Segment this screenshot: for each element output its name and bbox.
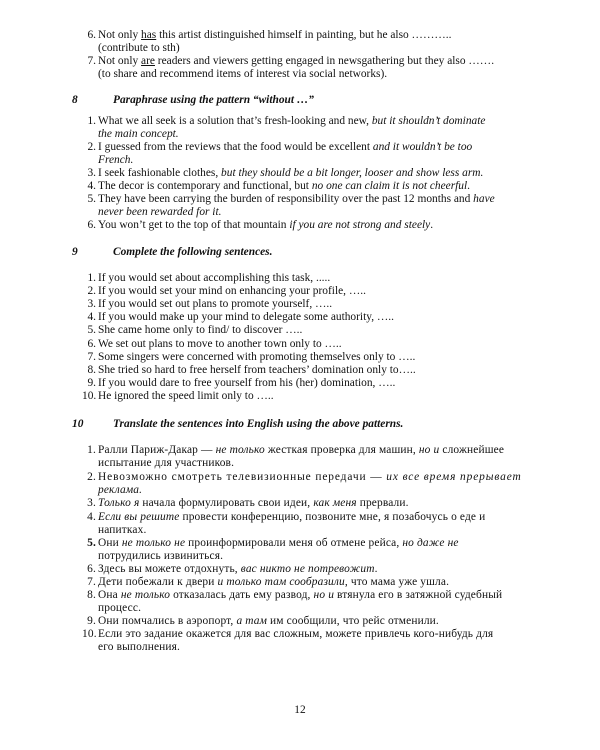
list-item: 10. He ignored the speed limit only to ….. — [82, 390, 274, 402]
list-item: 5. Они не только не проинформировали меня об отмене рейса, но даже не потрудились извиниться. — [87, 537, 459, 563]
list-item: 5. They have been carrying the burden of responsibility over the past 12 months and have never been rewarded for it. — [87, 193, 495, 219]
list-item: 1. Ралли Париж-Дакар — не только жесткая проверка для машин, но и сложнейшее испытание для участников. — [87, 444, 505, 470]
list-item: 1. If you would set about accomplishing this task, ..... — [87, 272, 331, 284]
section-heading — [72, 246, 532, 259]
list-item: 9. If you would dare to free yourself from his (her) domination, ….. — [87, 377, 396, 389]
list-item: 7. Not only are readers and viewers getting engaged in newsgathering but they also ……. (to share and recommend items of interest via social networks). — [98, 55, 528, 81]
list-item: 2. I guessed from the reviews that the food would be excellent and it wouldn’t be too French. — [87, 141, 473, 167]
list-item: 8. She tried so hard to free herself from teachers’ domination only to….. — [87, 364, 416, 376]
item-number: 7. — [87, 55, 96, 67]
list-item: 3. If you would set out plans to promote yourself, ….. — [87, 298, 333, 310]
list-item: 4. The decor is contemporary and functional, but no one can claim it is not cheerful. — [87, 180, 471, 192]
section-number: 10 — [72, 418, 84, 430]
list-item: 3. Только я начала формулировать свои идеи, как меня прервали. — [87, 497, 409, 509]
section-number: 8 — [72, 94, 78, 106]
list-item: 8. Она не только отказалась дать ему развод, но и втянула его в затяжной судебный процесс. — [87, 589, 503, 615]
list-item: 1. What we all seek is a solution that’s fresh-looking and new, but it shouldn’t dominate the main concept. — [87, 115, 486, 141]
list-item: 6. Not only has this artist distinguished himself in painting, but he also ……….. (contribute to sth) — [98, 29, 528, 55]
section-title: Complete the following sentences. — [113, 246, 273, 258]
section-heading — [72, 418, 532, 431]
list-item: 6. We set out plans to move to another town only to ….. — [87, 338, 342, 350]
page-number: 12 — [294, 704, 306, 716]
list-item: 7. Some singers were concerned with promoting themselves only to ….. — [87, 351, 416, 363]
list-item: 9. Они помчались в аэропорт, а там им сообщили, что рейс отменили. — [87, 615, 439, 627]
list-item: 6. You won’t get to the top of that mountain if you are not strong and steely. — [87, 219, 434, 231]
list-item: 2. Невозможно смотреть телевизионные передачи — их все время прерывает реклама. — [87, 471, 522, 497]
list-item: 10. Если это задание окажется для вас сложным, можете привлечь кого-нибудь для его выполнения. — [82, 628, 494, 654]
list-item: 5. She came home only to find/ to discover ….. — [87, 324, 303, 336]
section-number: 9 — [72, 246, 78, 258]
list-item: 4. If you would make up your mind to delegate some authority, ….. — [87, 311, 394, 323]
section-title: Translate the sentences into English using the above patterns. — [113, 418, 404, 430]
list-item: 4. Если вы решите провести конференцию, позвоните мне, я позабочусь о еде и напитках. — [87, 511, 486, 537]
list-item: 7. Дети побежали к двери и только там сообразили, что мама уже ушла. — [87, 576, 450, 588]
list-item: 3. I seek fashionable clothes, but they should be a bit longer, looser and show less arm. — [87, 167, 484, 179]
list-item: 2. If you would set your mind on enhancing your profile, ….. — [87, 285, 366, 297]
section-title: Paraphrase using the pattern “without …” — [113, 94, 314, 106]
section-heading — [72, 94, 532, 107]
item-number: 6. — [87, 29, 96, 41]
list-item: 6. Здесь вы можете отдохнуть, вас никто не потревожит. — [87, 563, 378, 575]
